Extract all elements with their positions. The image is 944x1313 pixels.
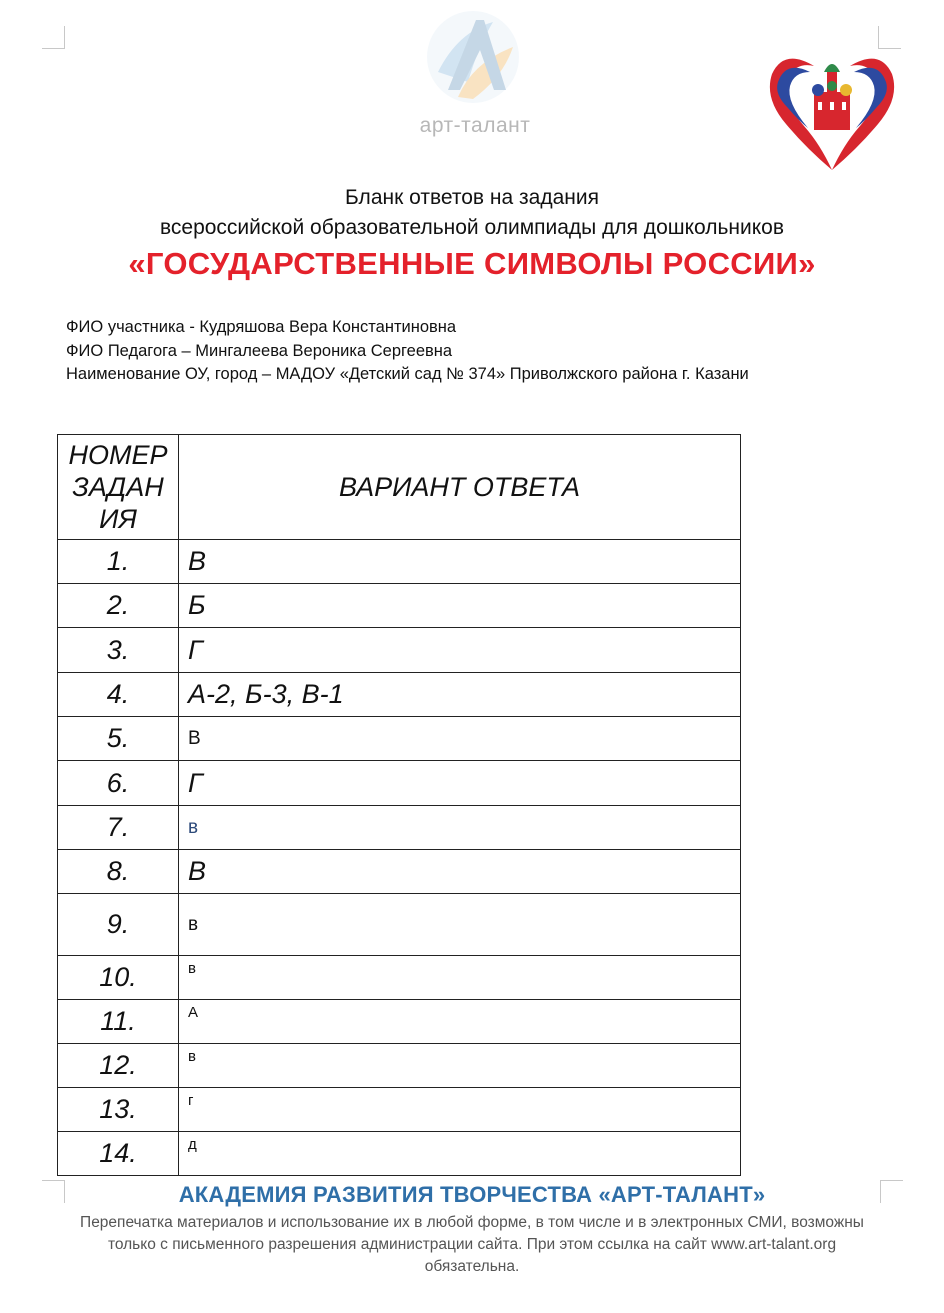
- task-answer: в: [179, 806, 741, 850]
- task-number: 14.: [58, 1132, 179, 1176]
- task-number: 6.: [58, 761, 179, 806]
- task-answer: Г: [179, 628, 741, 673]
- table-row: [58, 850, 741, 894]
- table-row: [58, 761, 741, 806]
- task-answer: А-2, Б-3, В-1: [179, 673, 741, 717]
- task-answer: Г: [179, 761, 741, 806]
- task-answer: в: [179, 956, 741, 1000]
- header-task-number: НОМЕР ЗАДАН ИЯ: [58, 435, 179, 540]
- table-row: [58, 1132, 741, 1176]
- task-number: 8.: [58, 850, 179, 894]
- task-answer: В: [179, 540, 741, 584]
- teacher-name: ФИО Педагога – Мингалеева Вероника Сергеевна: [66, 342, 453, 360]
- footer-copyright-note: Перепечатка материалов и использование их в любой форме, в том числе и в электронных СМИ, возможны только с письменного разрешения администрации сайта. При этом ссылка на сайт www.art-talant.org обязательна.: [80, 1214, 864, 1275]
- task-number: 1.: [58, 540, 179, 584]
- kremlin-heart-emblem-icon: [764, 40, 900, 180]
- heading-line-1: Бланк ответов на задания: [345, 186, 599, 209]
- task-number: 10.: [58, 956, 179, 1000]
- header-answer-option: ВАРИАНТ ОТВЕТА: [179, 435, 741, 540]
- table-header-row: [58, 435, 741, 540]
- task-answer: д: [179, 1132, 741, 1176]
- participant-name: ФИО участника - Кудряшова Вера Константиновна: [66, 318, 457, 336]
- table-row: [58, 894, 741, 956]
- table-row: [58, 673, 741, 717]
- task-number: 9.: [58, 894, 179, 956]
- task-number: 4.: [58, 673, 179, 717]
- task-answer: В: [179, 717, 741, 761]
- task-answer: г: [179, 1088, 741, 1132]
- table-row: [58, 1044, 741, 1088]
- task-answer: в: [179, 1044, 741, 1088]
- art-talant-logo-icon: [418, 2, 528, 112]
- task-number: 2.: [58, 584, 179, 628]
- task-answer: в: [179, 894, 741, 956]
- task-answer: Б: [179, 584, 741, 628]
- heading-line-2: всероссийской образовательной олимпиады для дошкольников: [159, 216, 785, 239]
- table-row: [58, 628, 741, 673]
- table-row: [58, 540, 741, 584]
- task-number: 3.: [58, 628, 179, 673]
- footer-academy-title: АКАДЕМИЯ РАЗВИТИЯ ТВОРЧЕСТВА «АРТ-ТАЛАНТ»: [178, 1182, 766, 1207]
- crop-mark-top-left: [42, 26, 65, 49]
- task-number: 11.: [58, 1000, 179, 1044]
- task-number: 5.: [58, 717, 179, 761]
- task-number: 12.: [58, 1044, 179, 1088]
- olympiad-title: «ГОСУДАРСТВЕННЫЕ СИМВОЛЫ РОССИИ»: [128, 246, 816, 281]
- answers-table: [57, 434, 741, 1176]
- table-row: [58, 717, 741, 761]
- task-number: 13.: [58, 1088, 179, 1132]
- table-row: [58, 806, 741, 850]
- table-row: [58, 1000, 741, 1044]
- institution-name: Наименование ОУ, город – МАДОУ «Детский сад № 374» Приволжского района г. Казани: [66, 365, 749, 383]
- table-row: [58, 584, 741, 628]
- table-row: [58, 1088, 741, 1132]
- task-answer: В: [179, 850, 741, 894]
- task-answer: А: [179, 1000, 741, 1044]
- watermark-brand-name: арт-талант: [419, 114, 531, 137]
- task-number: 7.: [58, 806, 179, 850]
- table-row: [58, 956, 741, 1000]
